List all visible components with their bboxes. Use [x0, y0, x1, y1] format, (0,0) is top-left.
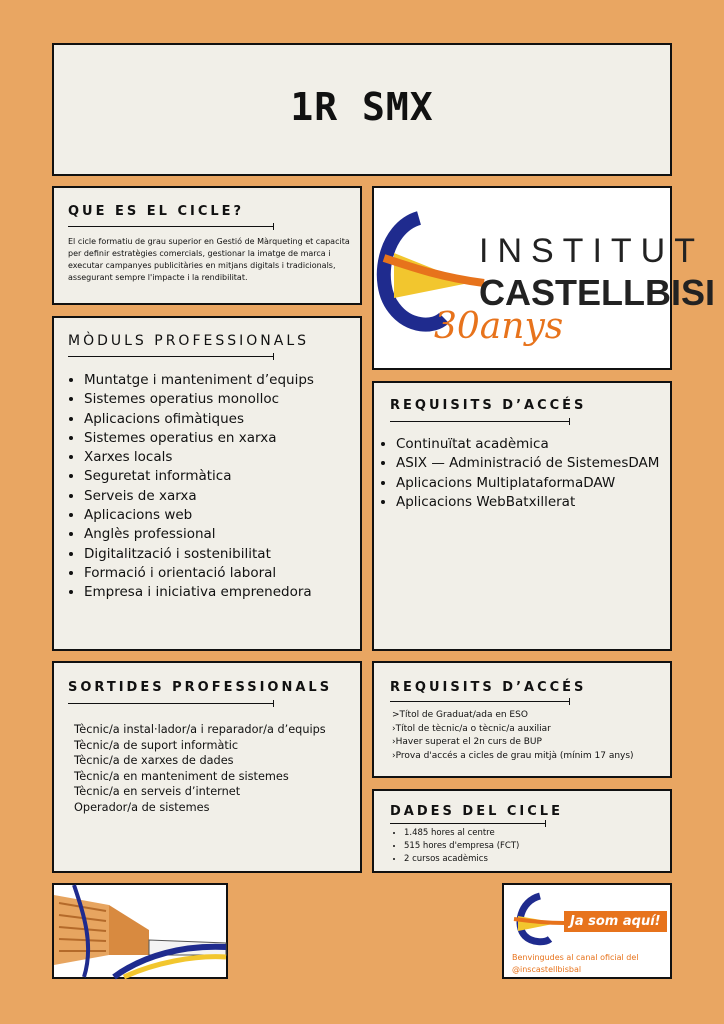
dades-heading: DADES DEL CICLE: [390, 804, 563, 819]
list-item: • ASIX — Administració de SistemesDAM: [396, 454, 659, 473]
list-item: • Xarxes locals: [84, 448, 314, 467]
list-item: • Aplicacions web: [84, 506, 314, 525]
logo-anniversary: 30anys: [434, 306, 564, 347]
list-item: Tècnic/a de xarxes de dades: [74, 754, 234, 768]
list-item: • Continuïtat acadèmica: [396, 435, 659, 454]
list-item: • Empresa i iniciativa emprenedora: [84, 583, 314, 602]
cicle-heading: QUE ES EL CICLE?: [68, 204, 245, 219]
list-item: • 515 hores d'empresa (FCT): [404, 840, 519, 853]
list-item: Tècnic/a en serveis d’internet: [74, 785, 241, 799]
list-item: Operador/a de sistemes: [74, 800, 210, 814]
requisits1-heading: REQUISITS D’ACCÉS: [390, 398, 587, 413]
dades-list: [386, 827, 519, 866]
requisits2-rule: [390, 701, 570, 702]
list-item: • Digitalització i sostenibilitat: [84, 545, 314, 564]
sortides-heading: SORTIDES PROFESSIONALS: [68, 680, 333, 695]
list-item: • Aplicacions ofimàtiques: [84, 410, 314, 429]
logo-line2: CASTELLBISI: [479, 272, 716, 313]
list-item: • Sistemes operatius en xarxa: [84, 429, 314, 448]
list-item: • Aplicacions MultiplataformaDAW: [396, 474, 659, 493]
institut-logo-small-icon: [510, 891, 570, 951]
list-item: Tècnic/a en manteniment de sistemes: [74, 769, 289, 783]
moduls-heading: MÒDULS PROFESSIONALS: [68, 333, 310, 349]
building-drawing-icon: [54, 885, 226, 977]
list-item: • Seguretat informàtica: [84, 467, 314, 486]
social-line2: @inscastellbisbal: [512, 965, 582, 974]
list-item: • Anglès professional: [84, 525, 314, 544]
title-box: [52, 43, 672, 176]
list-item: ›Títol de tècnic/a o tècnic/a auxiliar: [392, 723, 551, 734]
logo-line1: INSTITUT: [479, 232, 704, 270]
social-line1: Benvingudes al canal oficial del: [512, 953, 639, 962]
list-item: • Muntatge i manteniment d’equips: [84, 371, 314, 390]
sortides-rule: [68, 703, 274, 704]
cicle-rule: [68, 226, 274, 227]
requisits-box-2: [372, 661, 672, 778]
moduls-box: [52, 316, 362, 651]
moduls-list: [66, 371, 314, 603]
social-card: [502, 883, 672, 979]
building-image: [52, 883, 228, 979]
requisits2-heading: REQUISITS D’ACCÉS: [390, 680, 587, 695]
list-item: • 1.485 hores al centre: [404, 827, 519, 840]
requisits1-list: [378, 435, 659, 512]
requisits1-rule: [390, 421, 570, 422]
cicle-box: [52, 186, 362, 305]
list-item: • Formació i orientació laboral: [84, 564, 314, 583]
cicle-text: El cicle formatiu de grau superior en Gestió de Màrqueting et capacita per definir estratègies comercials, gestionar la imatge de marca i executar campanyes publicitàries en mitjans digitals i tradicionals, assegurant sempre l'impacte i la rendibilitat.: [68, 237, 350, 282]
sortides-box: [52, 661, 362, 873]
dades-box: [372, 789, 672, 873]
list-item: ›Haver superat el 2n curs de BUP: [392, 737, 542, 747]
requisits-box-1: [372, 381, 672, 651]
social-badge: Ja som aquí!: [564, 911, 667, 932]
list-item: ›Prova d'accés a cicles de grau mitjà (mínim 17 anys): [392, 750, 634, 761]
list-item: >Títol de Graduat/ada en ESO: [392, 710, 528, 720]
list-item: • 2 cursos acadèmics: [404, 853, 519, 866]
page-title: 1R SMX: [290, 85, 434, 129]
list-item: Tècnic/a instal·lador/a i reparador/a d’equips: [74, 723, 326, 736]
list-item: Tècnic/a de suport informàtic: [74, 738, 239, 752]
moduls-rule: [68, 356, 274, 357]
institut-logo-box: [372, 186, 716, 370]
requisits2-list: [392, 709, 634, 763]
dades-rule: [390, 823, 546, 824]
list-item: • Sistemes operatius monolloc: [84, 390, 314, 409]
list-item: • Aplicacions WebBatxillerat: [396, 493, 659, 512]
list-item: • Serveis de xarxa: [84, 487, 314, 506]
sortides-list: [74, 722, 326, 816]
